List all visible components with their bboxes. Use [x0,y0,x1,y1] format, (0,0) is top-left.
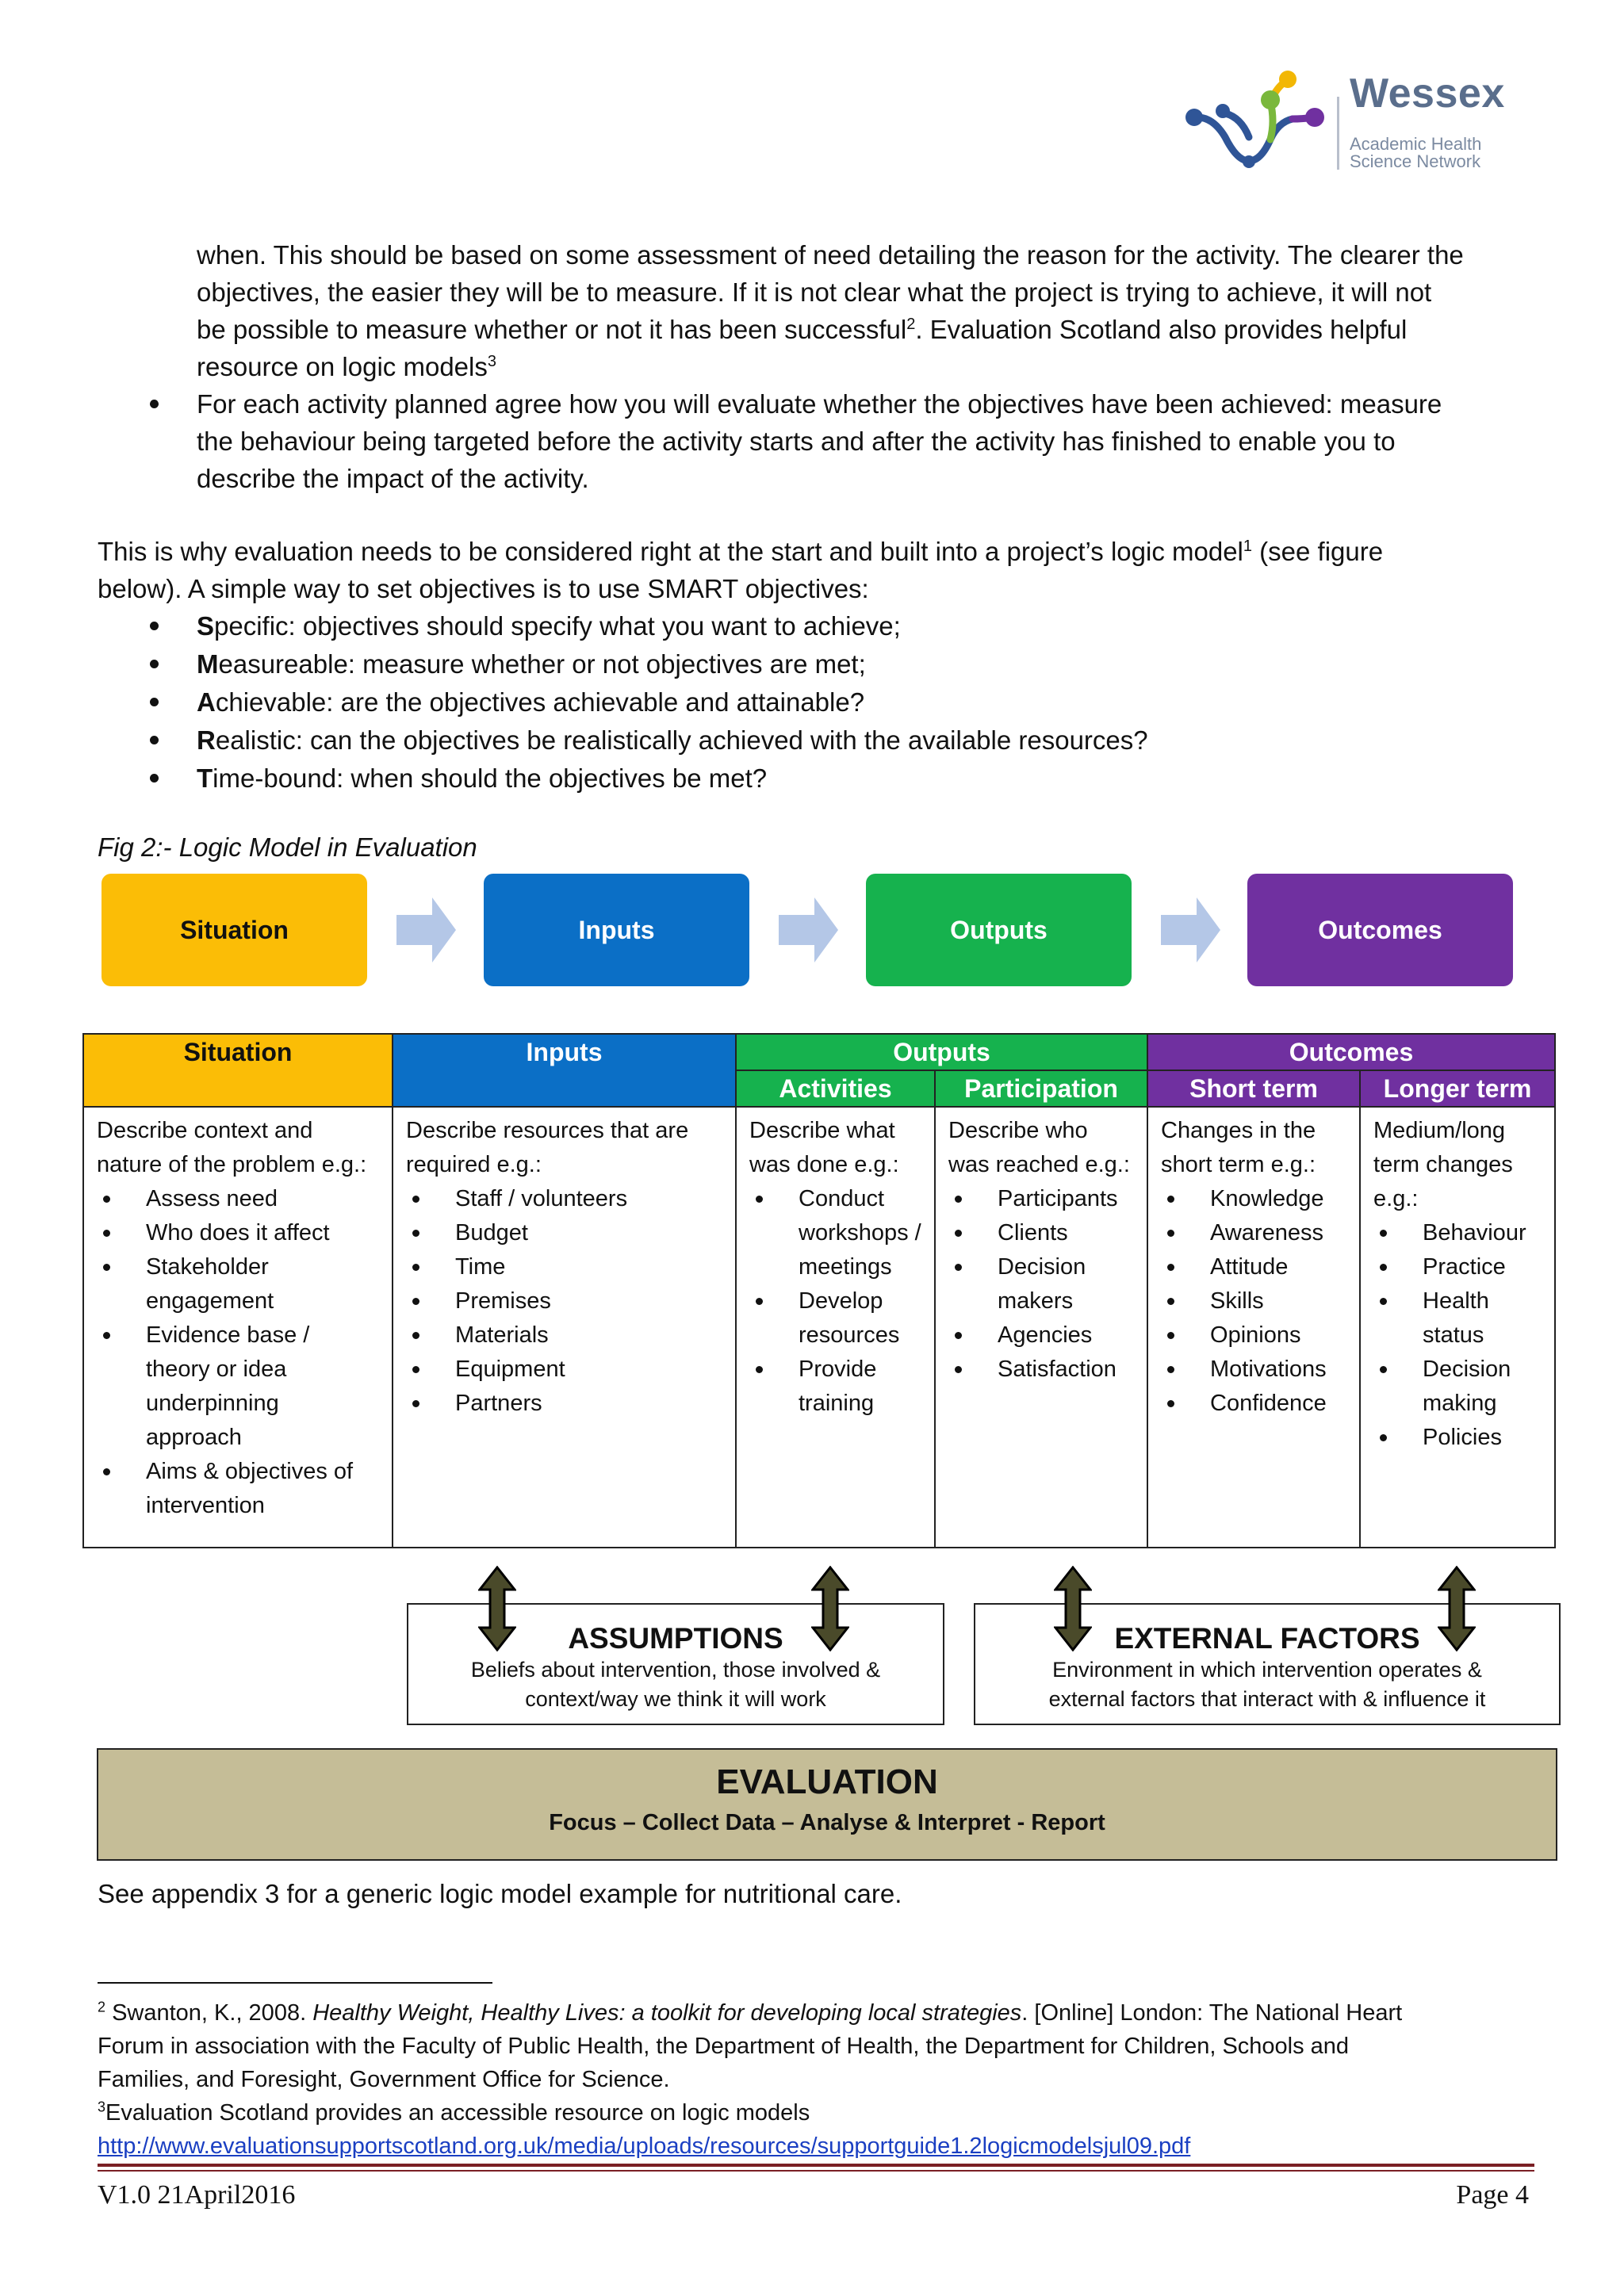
logo-wordmark: Wessex [1350,71,1505,117]
cell-participation [935,1107,1147,1548]
header-activities: Activities [736,1070,935,1107]
cell-short-term [1147,1107,1360,1548]
list-item: Conduct workshops / meetings [749,1182,921,1284]
header-longer-term: Longer term [1360,1070,1555,1107]
figure-caption: Fig 2:- Logic Model in Evaluation [98,832,477,862]
footer-rule [98,2170,1534,2172]
text-line: Families, and Foresight, Government Office for Science. [98,2067,670,2092]
smart-item-time-bound [197,760,767,797]
logo-subtitle-2: Science Network [1350,151,1481,171]
list-item: Provide training [749,1353,921,1421]
text-span: . Evaluation Scotland also provides helpful [915,315,1408,344]
text-line [98,533,1541,570]
flow-box-outputs: Outputs [866,874,1132,986]
double-arrow-icon [1054,1566,1092,1651]
text-line: describe the impact of the activity. [197,464,589,493]
list-item: Stakeholder engagement [97,1250,379,1318]
smart-text: ealistic: can the objectives be realistically achieved with the available resources? [215,725,1148,755]
flow-box-inputs: Inputs [484,874,749,986]
header-situation: Situation [83,1034,393,1107]
network-molecule-icon [1182,70,1332,181]
list-item: Assess need [97,1182,379,1216]
smart-item-measureable [197,645,866,683]
footer-page-number: Page 4 [1456,2180,1529,2210]
smart-text: chievable: are the objectives achievable and attainable? [215,687,865,717]
list-item: Aims & objectives of intervention [97,1455,379,1523]
smart-text: pecific: objectives should specify what you want to achieve; [214,611,901,641]
smart-text: ime-bound: when should the objectives be met? [213,763,768,793]
smart-item-realistic [197,721,1148,759]
cell-intro: Describe resources that are required e.g.: [406,1118,689,1177]
bullet-1-continued [197,236,1545,385]
smart-letter: A [197,687,216,717]
smart-text: easureable: measure whether or not objectives are met; [218,649,866,679]
text-span: This is why evaluation needs to be considered right at the start and built into a project’s logic model [98,537,1243,566]
appendix-note: See appendix 3 for a generic logic model example for nutritional care. [98,1879,902,1908]
cell-longer-term [1360,1107,1555,1548]
bullet-icon [150,660,159,668]
list-item: Materials [406,1318,722,1353]
assumptions-line-1: Beliefs about intervention, those involved & [470,1658,881,1682]
text-line: objectives, the easier they will be to measure. If it is not clear what the project is trying to achieve, it will not [197,277,1432,307]
text-line: when. This should be based on some assessment of need detailing the reason for the activity. The clearer the [197,240,1464,270]
list-item: Confidence [1161,1387,1346,1421]
list-item: Who does it affect [97,1216,379,1250]
bullet-2 [197,385,1545,497]
header-inputs: Inputs [393,1034,736,1107]
flow-box-outcomes: Outcomes [1247,874,1513,986]
cell-intro: Describe what was done e.g.: [749,1118,899,1177]
header-outcomes: Outcomes [1147,1034,1555,1070]
text-line: For each activity planned agree how you will evaluate whether the objectives have been achieved: measure [197,389,1442,419]
list-item: Decision making [1373,1353,1542,1421]
cell-situation [83,1107,393,1548]
text-span: (see figure [1252,537,1384,566]
logo-divider [1337,97,1339,170]
evaluation-steps: Focus – Collect Data – Analyse & Interpret - Report [549,1810,1105,1835]
smart-intro [98,533,1541,607]
list-item: Policies [1373,1421,1542,1455]
list-item: Satisfaction [948,1353,1134,1387]
footnote-2 [98,1996,1541,2096]
smart-letter: S [197,611,215,641]
footnote-ref: 3 [487,353,496,370]
assumptions-title: ASSUMPTIONS [568,1622,783,1655]
wessex-logo [1182,70,1515,181]
smart-item-achievable [197,683,864,721]
bullet-icon [150,774,159,783]
smart-letter: R [197,725,216,755]
cell-intro: Medium/long term changes e.g.: [1373,1118,1513,1211]
footer-rule [98,2164,1534,2167]
text-span: Evaluation Scotland provides an accessible resource on logic models [105,2100,810,2126]
text-span: Swanton, K., 2008. [105,2000,313,2026]
external-factors-title: EXTERNAL FACTORS [1114,1622,1420,1655]
right-arrow-icon [396,897,456,962]
list-item: Equipment [406,1353,722,1387]
list-item: Clients [948,1216,1134,1250]
right-arrow-icon [779,897,838,962]
evaluation-title: EVALUATION [716,1762,938,1801]
text-line: below). A simple way to set objectives is to use SMART objectives: [98,574,869,603]
header-short-term: Short term [1147,1070,1360,1107]
list-item: Awareness [1161,1216,1346,1250]
text-line [98,2130,1541,2163]
text-span: . [Online] London: The National Heart [1021,2000,1403,2026]
list-item: Health status [1373,1284,1542,1353]
list-item: Premises [406,1284,722,1318]
cell-inputs [393,1107,736,1548]
text-line [197,348,1545,385]
double-arrow-icon [1438,1566,1476,1651]
logic-model-table [82,1033,1556,1548]
bullet-icon [150,736,159,744]
list-item: Behaviour [1373,1216,1542,1250]
text-line [98,2096,1541,2130]
list-item: Agencies [948,1318,1134,1353]
text-line: the behaviour being targeted before the activity starts and after the activity has finished to enable you to [197,427,1396,456]
list-item: Motivations [1161,1353,1346,1387]
cell-intro: Describe who was reached e.g.: [948,1118,1130,1177]
external-factors-line-2: external factors that interact with & influence it [1048,1687,1486,1711]
table-header-row [83,1034,1555,1070]
text-line [98,1996,1541,2030]
list-item: Evidence base / theory or idea underpinning approach [97,1318,379,1455]
footnote-divider [98,1982,492,1984]
list-item: Practice [1373,1250,1542,1284]
text-line: Forum in association with the Faculty of Public Health, the Department of Health, the Department for Children, Schools and [98,2034,1350,2059]
cell-intro: Describe context and nature of the problem e.g.: [97,1118,367,1177]
list-item: Decision makers [948,1250,1134,1318]
evaluation-box [97,1748,1557,1861]
footnote-number: 3 [98,2099,106,2115]
footnote-number: 2 [98,1999,106,2015]
list-item: Skills [1161,1284,1346,1318]
list-item: Staff / volunteers [406,1182,722,1216]
text-span: resource on logic models [197,352,488,381]
header-participation: Participation [935,1070,1147,1107]
text-span: be possible to measure whether or not it has been successful [197,315,907,344]
double-arrow-icon [478,1566,516,1651]
footnote-ref: 1 [1243,538,1253,555]
cell-intro: Changes in the short term e.g.: [1161,1118,1316,1177]
flow-box-situation: Situation [102,874,367,986]
cited-title: Healthy Weight, Healthy Lives: a toolkit for developing local strategies [312,2000,1022,2026]
list-item: Time [406,1250,722,1284]
list-item: Attitude [1161,1250,1346,1284]
header-outputs: Outputs [736,1034,1147,1070]
cell-activities [736,1107,935,1548]
list-item: Partners [406,1387,722,1421]
right-arrow-icon [1161,897,1220,962]
smart-item-specific [197,607,901,645]
list-item: Develop resources [749,1284,921,1353]
smart-letter: T [197,763,213,793]
text-line [197,311,1545,348]
list-item: Knowledge [1161,1182,1346,1216]
footnote-ref: 2 [906,316,916,333]
double-arrow-icon [811,1566,849,1651]
bullet-icon [150,400,159,408]
bullet-icon [150,622,159,630]
smart-letter: M [197,649,219,679]
external-factors-line-1: Environment in which intervention operates & [1052,1658,1482,1682]
assumptions-line-2: context/way we think it will work [525,1687,826,1711]
logo-subtitle-1: Academic Health [1350,134,1482,154]
list-item: Budget [406,1216,722,1250]
list-item: Participants [948,1182,1134,1216]
bullet-icon [150,698,159,706]
footer-version: V1.0 21April2016 [98,2180,296,2210]
resource-link[interactable]: http://www.evaluationsupportscotland.org.uk/media/uploads/resources/supportguide1.2logicmodelsjul09.pdf [98,2133,1191,2159]
list-item: Opinions [1161,1318,1346,1353]
table-body-row [83,1107,1555,1548]
footnote-3 [98,2096,1541,2163]
